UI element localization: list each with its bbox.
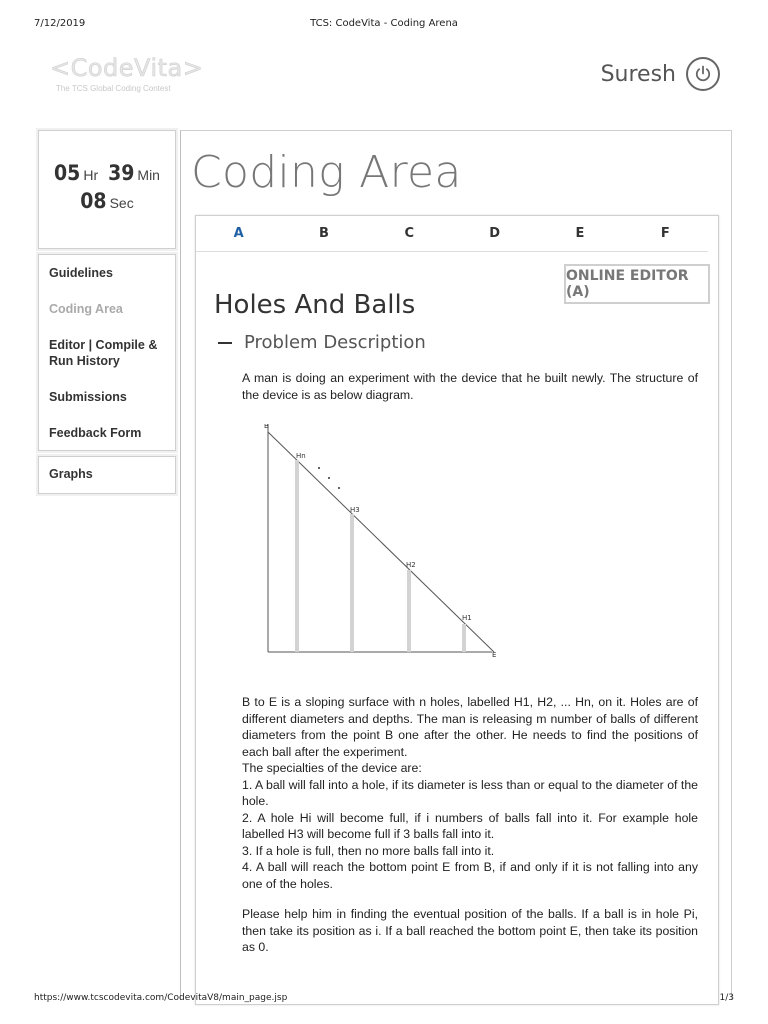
problem-title: Holes And Balls [214, 290, 416, 320]
countdown-timer [38, 130, 176, 249]
print-footer [0, 993, 768, 1007]
sidebar-item-feedback[interactable]: Feedback Form [49, 426, 142, 440]
label-h2: H2 [406, 561, 416, 569]
label-h3: H3 [350, 506, 360, 514]
hole-h2 [407, 570, 411, 652]
timer-hours-unit: Hr [83, 167, 99, 183]
timer-row-hm [39, 161, 175, 185]
problem-tabs [196, 226, 708, 252]
timer-minutes: 39 [108, 161, 135, 185]
print-title: TCS: CodeVita - Coding Arena [310, 18, 458, 29]
problem-closing: Please help him in finding the eventual position of the balls. If a ball is in hole Pi, then take its position as i. If a ball reached the bottom point E, then take its position as 0. [242, 907, 698, 954]
body-paragraph: 1. A ball will fall into a hole, if its diameter is less than or equal to the diameter of the hole. [242, 777, 698, 808]
tab-f[interactable]: F [660, 226, 670, 241]
coding-area-main [180, 130, 732, 1000]
tab-c[interactable]: C [404, 226, 415, 241]
user-name: Suresh [600, 61, 676, 87]
collapse-icon [218, 342, 232, 344]
diagram-dot [318, 467, 320, 469]
print-page-number: 1/3 [719, 993, 734, 1003]
sidebar-nav [38, 254, 176, 451]
problem-intro: A man is doing an experiment with the device that he built newly. The structure of the device is as below diagram. [242, 371, 698, 402]
label-e: E [492, 651, 497, 659]
timer-seconds: 08 [80, 189, 107, 213]
device-diagram [262, 424, 502, 664]
sidebar-item-graphs[interactable]: Graphs [49, 467, 93, 481]
diagram-slope [268, 432, 494, 652]
timer-seconds-unit: Sec [109, 195, 134, 211]
label-b: B [264, 424, 269, 430]
diagram-dot [338, 487, 340, 489]
sidebar-item-guidelines[interactable]: Guidelines [49, 266, 113, 280]
logo-mark: <CodeVita> [50, 54, 204, 82]
section-label: Problem Description [244, 332, 426, 353]
sidebar-graphs-box [38, 456, 176, 494]
logo-tagline: The TCS Global Coding Contest [56, 84, 171, 93]
power-icon[interactable] [686, 57, 720, 91]
body-paragraph: The specialties of the device are: [242, 761, 422, 775]
diagram-dot [328, 477, 330, 479]
body-paragraph: 4. A ball will reach the bottom point E from B, if and only if it is not falling into any one of the holes. [242, 860, 698, 891]
body-paragraph: 3. If a hole is full, then no more balls fall into it. [242, 843, 495, 858]
user-area [601, 56, 720, 92]
hole-h1 [462, 624, 466, 652]
label-hn: Hn [296, 452, 306, 460]
tab-e[interactable]: E [575, 226, 585, 241]
print-url: https://www.tcscodevita.com/CodevitaV8/main_page.jsp [34, 993, 288, 1003]
problem-description-toggle[interactable] [218, 332, 426, 353]
codevita-logo[interactable] [50, 54, 210, 96]
tab-b[interactable]: B [319, 226, 329, 241]
timer-hours: 05 [54, 161, 81, 185]
page-title: Coding Area [191, 147, 462, 198]
sidebar-item-submissions[interactable]: Submissions [49, 390, 127, 404]
problem-panel [195, 215, 719, 1005]
hole-h3 [350, 514, 354, 652]
tab-d[interactable]: D [489, 226, 501, 241]
hole-hn [295, 460, 299, 652]
sidebar-item-coding-area[interactable]: Coding Area [49, 302, 123, 316]
label-h1: H1 [462, 614, 472, 622]
sidebar-item-history[interactable]: Editor | Compile & Run History [49, 338, 158, 368]
online-editor-button[interactable]: ONLINE EDITOR (A) [564, 264, 710, 304]
timer-row-s [39, 189, 175, 213]
timer-minutes-unit: Min [137, 167, 160, 183]
print-header [0, 18, 768, 32]
body-paragraph: B to E is a sloping surface with n holes, labelled H1, H2, ... Hn, on it. Holes are of different diameters and depths. The man is releasing m number of balls of different diameters from the point B one after the other. He needs to find the positions of each ball after the experiment. [242, 695, 698, 759]
tab-a[interactable]: A [233, 226, 244, 241]
problem-body [242, 694, 698, 892]
print-date: 7/12/2019 [34, 18, 86, 29]
power-icon-glyph [694, 65, 712, 83]
body-paragraph: 2. A hole Hi will become full, if i numbers of balls fall into it. For example hole labelled H3 will become full if 3 balls fall into it. [242, 810, 698, 841]
